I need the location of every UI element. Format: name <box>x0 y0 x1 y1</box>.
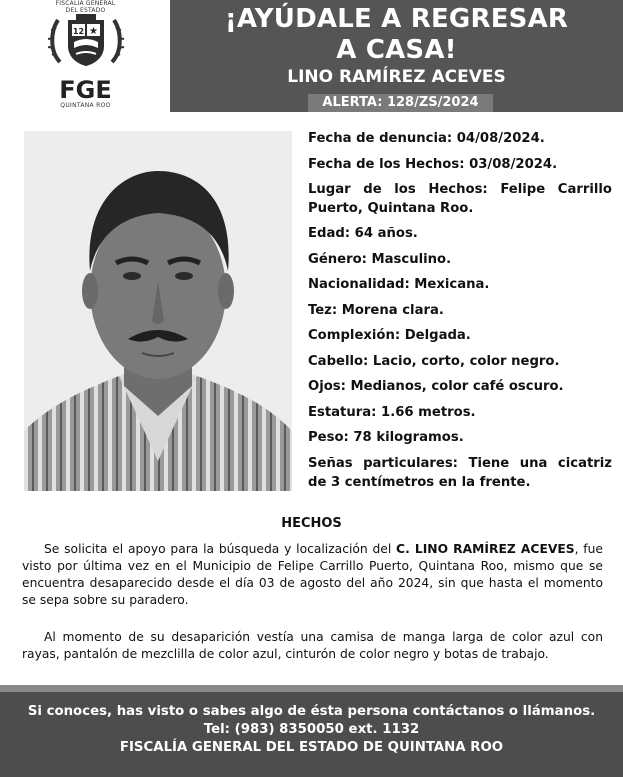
detail-ojos: Ojos: Medianos, color café oscuro. <box>308 379 564 394</box>
detail-fecha-hechos: Fecha de los Hechos: 03/08/2024. <box>308 156 558 172</box>
detail-estatura: Estatura: 1.66 metros. <box>308 404 476 420</box>
detail-edad: Edad: 64 años. <box>308 226 418 241</box>
detail-senas-line2: de 3 centímetros en la frente. <box>308 474 531 490</box>
logo-acronym: FGE <box>59 76 112 104</box>
missing-person-photo <box>24 131 292 491</box>
detail-cabello: Cabello: Lacio, corto, color negro. <box>308 353 560 369</box>
hechos-p1-body: , fue visto por última vez en el Municipio de Felipe Carrillo Puerto, Quintana Roo, mismo que se encuentra desaparecido desde el día 03 de agosto del año 2024, sin que hasta el momento se sepa sobre su paradero. <box>22 542 603 607</box>
detail-complexion: Complexión: Delgada. <box>308 328 471 343</box>
fge-logo <box>38 0 133 112</box>
svg-text:★: ★ <box>88 26 98 37</box>
person-details <box>308 129 612 498</box>
detail-lugar <box>308 180 612 218</box>
footer-divider <box>0 685 623 692</box>
detail-senas-line1: Señas particulares: Tiene una cicatriz <box>308 455 612 471</box>
logo-org-line1: FISCALÍA GENERAL <box>55 0 116 7</box>
person-name: LINO RAMÍREZ ACEVES <box>287 67 506 87</box>
detail-tez: Tez: Morena clara. <box>308 302 444 318</box>
footer-phone: Tel: (983) 8350050 ext. 1132 <box>203 722 420 737</box>
title-line1: ¡AYÚDALE A REGRESAR <box>224 4 569 34</box>
logo-org-line2: DEL ESTADO <box>65 7 106 14</box>
hechos-title: HECHOS <box>281 516 342 531</box>
hechos-paragraph-2: Al momento de su desaparición vestía una camisa de manga larga de color azul con rayas, pantalón de mezclilla de color azul, cinturón de color negro y botas de trabajo. <box>22 630 603 661</box>
header-banner <box>170 0 623 112</box>
title-line2: A CASA! <box>336 35 457 65</box>
hechos-p1-intro: Se solicita el apoyo para la búsqueda y localización del <box>44 542 397 556</box>
svg-text:12: 12 <box>72 27 84 36</box>
detail-peso: Peso: 78 kilogramos. <box>308 430 464 445</box>
person-portrait-icon <box>24 131 292 491</box>
shield-emblem-icon <box>46 14 126 72</box>
detail-lugar-line1: Lugar de los Hechos: Felipe Carrillo <box>308 182 612 197</box>
detail-fecha-denuncia: Fecha de denuncia: 04/08/2024. <box>308 131 545 146</box>
detail-genero: Género: Masculino. <box>308 251 452 267</box>
contact-footer <box>0 692 623 777</box>
detail-senas <box>308 454 612 492</box>
alert-number: ALERTA: 128/ZS/2024 <box>308 94 493 112</box>
hechos-paragraph-1 <box>22 541 603 609</box>
detail-lugar-line2: Puerto, Quintana Roo. <box>308 201 474 216</box>
footer-organization: FISCALÍA GENERAL DEL ESTADO DE QUINTANA ROO <box>119 740 504 755</box>
detail-nacionalidad: Nacionalidad: Mexicana. <box>308 277 490 292</box>
hechos-p1-name: C. LINO RAMÍREZ ACEVES <box>396 542 575 556</box>
logo-state: QUINTANA ROO <box>60 102 111 109</box>
footer-contact-message: Si conoces, has visto o sabes algo de ésta persona contáctanos o llámanos. <box>27 704 596 719</box>
